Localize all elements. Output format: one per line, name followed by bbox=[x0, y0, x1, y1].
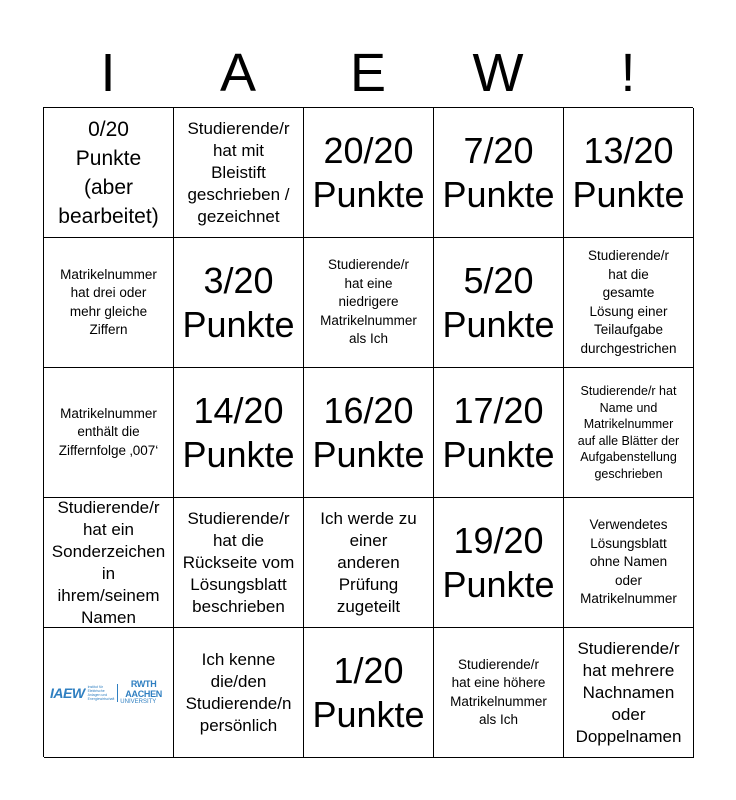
bingo-cell[interactable] bbox=[564, 108, 694, 238]
cell-text: Ich kenne die/den Studierende/n persönlich bbox=[185, 649, 292, 735]
rwth-logo-text: RWTH AACHEN bbox=[125, 679, 162, 699]
logo-divider bbox=[117, 684, 118, 702]
bingo-cell[interactable] bbox=[304, 108, 434, 238]
bingo-cell[interactable] bbox=[44, 368, 174, 498]
bingo-cell[interactable] bbox=[44, 498, 174, 628]
cell-text: Studierende/r hat die gesamte Lösung einer Teilaufgabe durchgestrichen bbox=[580, 248, 677, 356]
cell-text: 17/20 Punkte bbox=[442, 389, 555, 475]
header-letter-1: I bbox=[100, 43, 116, 103]
cell-text: 7/20 Punkte bbox=[442, 129, 555, 215]
header-letter-2: A bbox=[219, 43, 257, 103]
bingo-cell[interactable] bbox=[434, 108, 564, 238]
logo bbox=[50, 679, 167, 706]
rwth-logo-subtitle: UNIVERSITY bbox=[120, 699, 157, 705]
header-letter-3: E bbox=[349, 43, 387, 103]
bingo-cell[interactable] bbox=[174, 498, 304, 628]
cell-text: 20/20 Punkte bbox=[312, 129, 425, 215]
cell-text: 5/20 Punkte bbox=[442, 259, 555, 345]
header-letter-4: W bbox=[472, 43, 524, 103]
bingo-cell[interactable] bbox=[304, 498, 434, 628]
cell-text: Ich werde zu einer anderen Prüfung zugeteilt bbox=[320, 508, 417, 616]
bingo-cell[interactable] bbox=[174, 368, 304, 498]
bingo-cell[interactable] bbox=[174, 628, 304, 758]
cell-text: Studierende/r hat die Rückseite vom Lösungsblatt beschrieben bbox=[182, 508, 295, 616]
cell-text: 14/20 Punkte bbox=[182, 389, 295, 475]
cell-text: Verwendetes Lösungsblatt ohne Namen oder Matrikelnummer bbox=[580, 517, 677, 607]
cell-text: 1/20 Punkte bbox=[312, 649, 425, 735]
bingo-cell[interactable] bbox=[564, 368, 694, 498]
header-letter-5: ! bbox=[620, 43, 636, 103]
bingo-cell[interactable] bbox=[44, 238, 174, 368]
bingo-cell[interactable] bbox=[304, 628, 434, 758]
bingo-card bbox=[43, 107, 693, 757]
cell-text: Studierende/r hat eine niedrigere Matrikelnummer als Ich bbox=[320, 257, 417, 347]
rwth-logo bbox=[120, 679, 167, 706]
iaew-logo-subtitle: Institut für Elektrische Anlagen und Energiewirtschaft bbox=[87, 684, 115, 701]
bingo-cell[interactable] bbox=[434, 628, 564, 758]
bingo-cell[interactable] bbox=[44, 108, 174, 238]
bingo-cell[interactable] bbox=[564, 238, 694, 368]
cell-text: Matrikelnummer hat drei oder mehr gleiche Ziffern bbox=[60, 266, 157, 337]
cell-text: Studierende/r hat mehrere Nachnamen oder Doppelnamen bbox=[575, 638, 682, 746]
bingo-header bbox=[43, 42, 693, 104]
cell-text: Studierende/r hat Name und Matrikelnummer auf alle Blätter der Aufgabenstellung geschrieben bbox=[577, 384, 680, 481]
cell-text: 16/20 Punkte bbox=[312, 389, 425, 475]
bingo-cell[interactable] bbox=[174, 108, 304, 238]
bingo-cell[interactable] bbox=[564, 628, 694, 758]
free-space-logo-cell[interactable] bbox=[44, 628, 174, 758]
bingo-cell[interactable] bbox=[304, 238, 434, 368]
cell-text: Studierende/r hat eine höhere Matrikelnummer als Ich bbox=[450, 656, 547, 727]
cell-text: Studierende/r hat ein Sonderzeichen in ihrem/seinem Namen bbox=[51, 498, 166, 627]
cell-text: 19/20 Punkte bbox=[442, 519, 555, 605]
bingo-cell[interactable] bbox=[434, 368, 564, 498]
cell-text: 3/20 Punkte bbox=[182, 259, 295, 345]
bingo-cell[interactable] bbox=[174, 238, 304, 368]
cell-text: 0/20 Punkte (aber bearbeitet) bbox=[58, 117, 159, 228]
bingo-cell[interactable] bbox=[564, 498, 694, 628]
bingo-cell[interactable] bbox=[304, 368, 434, 498]
bingo-cell[interactable] bbox=[434, 238, 564, 368]
cell-text: Studierende/r hat mit Bleistift geschrieben / gezeichnet bbox=[187, 118, 290, 226]
cell-text: 13/20 Punkte bbox=[572, 129, 685, 215]
cell-text: Matrikelnummer enthält die Ziffernfolge ‚007‘ bbox=[58, 405, 159, 458]
iaew-logo: IAEW bbox=[50, 684, 85, 701]
bingo-cell[interactable] bbox=[434, 498, 564, 628]
